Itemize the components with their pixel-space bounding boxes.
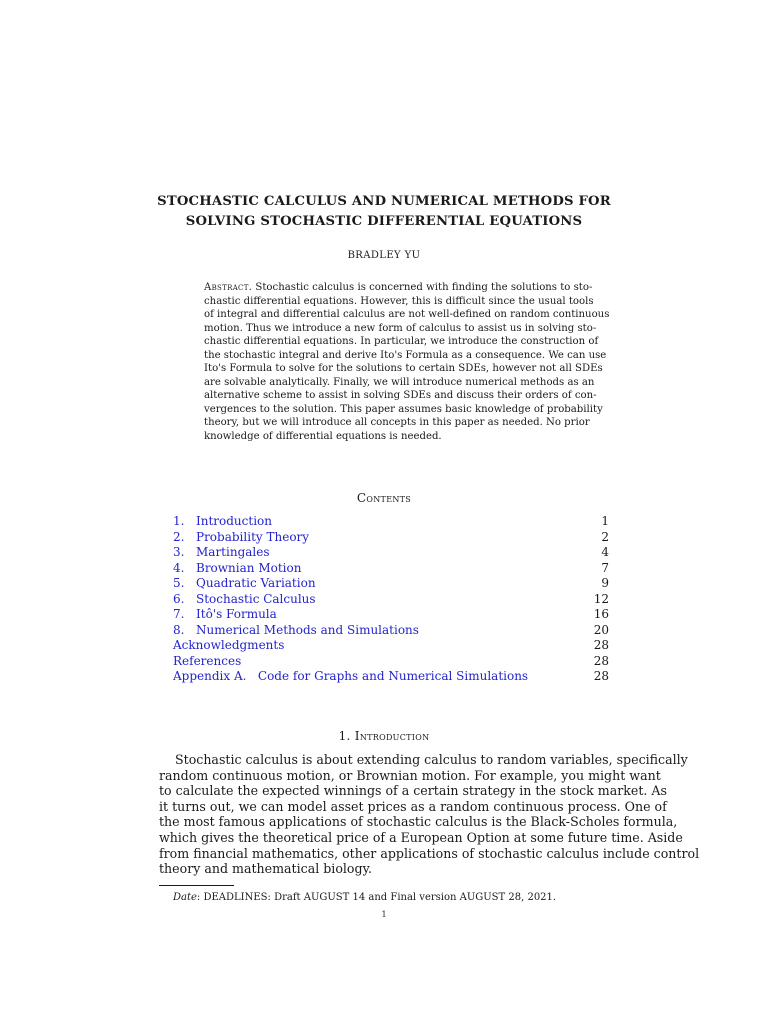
abstract-label: Abstract. bbox=[204, 282, 253, 293]
toc-page-number: 28 bbox=[593, 653, 609, 668]
toc-entry[interactable] bbox=[173, 669, 609, 685]
abstract-line: of integral and differential calculus are not well-defined on random continuous bbox=[204, 309, 610, 320]
body-line: to calculate the expected winnings of a certain strategy in the stock market. As bbox=[159, 783, 667, 799]
section-heading bbox=[110, 729, 658, 743]
toc-number: 4. bbox=[173, 560, 185, 575]
toc-entry[interactable] bbox=[173, 638, 609, 654]
section-number: 1. bbox=[338, 729, 351, 743]
body-line: from financial mathematics, other applications of stochastic calculus include control bbox=[159, 845, 700, 861]
toc-link[interactable] bbox=[173, 654, 241, 670]
abstract-line: chastic differential equations. However, this is difficult since the usual tools bbox=[204, 295, 594, 307]
body-line: it turns out, we can model asset prices as a random continuous process. One of bbox=[159, 798, 667, 814]
toc-label: Martingales bbox=[196, 545, 270, 559]
body-line: Stochastic calculus is about extending calculus to random variables, specifically bbox=[175, 752, 688, 767]
toc-number: 6. bbox=[173, 591, 185, 606]
toc-page-number: 16 bbox=[593, 607, 609, 621]
toc-link[interactable] bbox=[173, 592, 316, 608]
paper-title bbox=[110, 192, 658, 232]
section-title: Introduction bbox=[354, 729, 430, 743]
toc-label: Brownian Motion bbox=[196, 560, 302, 575]
title-line: STOCHASTIC CALCULUS AND NUMERICAL METHODS FOR bbox=[157, 194, 611, 209]
contents-heading: Contents bbox=[356, 491, 412, 505]
abstract-line bbox=[204, 281, 593, 295]
toc-label: Appendix A. Code for Graphs and Numerical Simulations bbox=[173, 669, 529, 683]
section-body bbox=[159, 752, 700, 877]
abstract-line: Ito's Formula to solve for the solutions to certain SDEs, however not all SDEs bbox=[204, 363, 603, 374]
toc-link[interactable] bbox=[173, 669, 528, 685]
toc-number: 8. bbox=[173, 622, 185, 637]
title-line: SOLVING STOCHASTIC DIFFERENTIAL EQUATIONS bbox=[185, 214, 583, 229]
abstract-text: Stochastic calculus is concerned with finding the solutions to sto- bbox=[255, 282, 593, 293]
abstract-line: motion. Thus we introduce a new form of calculus to assist us in solving sto- bbox=[204, 322, 597, 334]
footnote-label: Date bbox=[173, 892, 197, 903]
toc-label: Quadratic Variation bbox=[196, 576, 316, 590]
toc-page-number: 28 bbox=[593, 669, 609, 683]
toc-label: Numerical Methods and Simulations bbox=[196, 622, 419, 637]
footnote-text: : DEADLINES: Draft AUGUST 14 and Final version AUGUST 28, 2021. bbox=[196, 892, 557, 903]
body-line: the most famous applications of stochastic calculus is the Black-Scholes formula, bbox=[159, 814, 678, 830]
toc-number: 1. bbox=[173, 514, 185, 528]
toc-page-number: 20 bbox=[593, 622, 609, 637]
footnote bbox=[173, 892, 556, 903]
toc-page-number: 12 bbox=[593, 591, 609, 606]
body-line: which gives the theoretical price of a European Option at some future time. Aside bbox=[159, 829, 683, 845]
toc-label: Acknowledgments bbox=[173, 638, 285, 652]
toc-label: Probability Theory bbox=[196, 529, 310, 544]
toc-link[interactable] bbox=[173, 576, 316, 592]
author-name: BRADLEY YU bbox=[347, 250, 421, 261]
toc-link[interactable] bbox=[173, 530, 309, 546]
abstract-line: theory, but we will introduce all concepts in this paper as needed. No prior bbox=[204, 417, 590, 428]
toc-number: 3. bbox=[173, 545, 185, 559]
toc-entry[interactable] bbox=[173, 545, 609, 561]
toc-page-number: 1 bbox=[601, 514, 609, 528]
toc-label: Stochastic Calculus bbox=[196, 591, 316, 606]
page-number: 1 bbox=[381, 910, 387, 919]
toc-page-number: 2 bbox=[601, 529, 609, 544]
toc-link[interactable] bbox=[173, 514, 272, 530]
toc-entry[interactable] bbox=[173, 592, 609, 608]
abstract-line: alternative scheme to assist in solving SDEs and discuss their orders of con- bbox=[204, 390, 597, 401]
abstract-line: vergences to the solution. This paper assumes basic knowledge of probability bbox=[204, 403, 603, 415]
toc-entry[interactable] bbox=[173, 514, 609, 530]
toc-page-number: 9 bbox=[601, 576, 609, 590]
abstract bbox=[204, 281, 610, 443]
abstract-line: chastic differential equations. In particular, we introduce the construction of bbox=[204, 336, 599, 347]
toc-link[interactable] bbox=[173, 607, 277, 623]
body-line: theory and mathematical biology. bbox=[159, 861, 373, 877]
toc-entry[interactable] bbox=[173, 623, 609, 639]
toc-label: Itô's Formula bbox=[196, 607, 277, 621]
toc-link[interactable] bbox=[173, 623, 419, 639]
toc-entry[interactable] bbox=[173, 576, 609, 592]
toc-entry[interactable] bbox=[173, 607, 609, 623]
toc-entry[interactable] bbox=[173, 530, 609, 546]
toc-page-number: 4 bbox=[601, 545, 609, 559]
abstract-line: knowledge of differential equations is needed. bbox=[204, 430, 442, 442]
toc-number: 2. bbox=[173, 529, 185, 544]
table-of-contents bbox=[173, 514, 609, 685]
toc-link[interactable] bbox=[173, 638, 284, 654]
abstract-line: the stochastic integral and derive Ito's Formula as a consequence. We can use bbox=[204, 349, 607, 361]
toc-entry[interactable] bbox=[173, 561, 609, 577]
toc-page-number: 28 bbox=[593, 638, 609, 652]
toc-label: References bbox=[173, 653, 242, 668]
footnote-rule bbox=[159, 885, 234, 886]
toc-link[interactable] bbox=[173, 561, 301, 577]
toc-number: 7. bbox=[173, 607, 185, 621]
toc-page-number: 7 bbox=[601, 560, 609, 575]
toc-entry[interactable] bbox=[173, 654, 609, 670]
toc-link[interactable] bbox=[173, 545, 270, 561]
toc-label: Introduction bbox=[196, 514, 272, 528]
toc-number: 5. bbox=[173, 576, 185, 590]
abstract-line: are solvable analytically. Finally, we will introduce numerical methods as an bbox=[204, 376, 595, 388]
body-line: random continuous motion, or Brownian motion. For example, you might want bbox=[159, 767, 661, 783]
